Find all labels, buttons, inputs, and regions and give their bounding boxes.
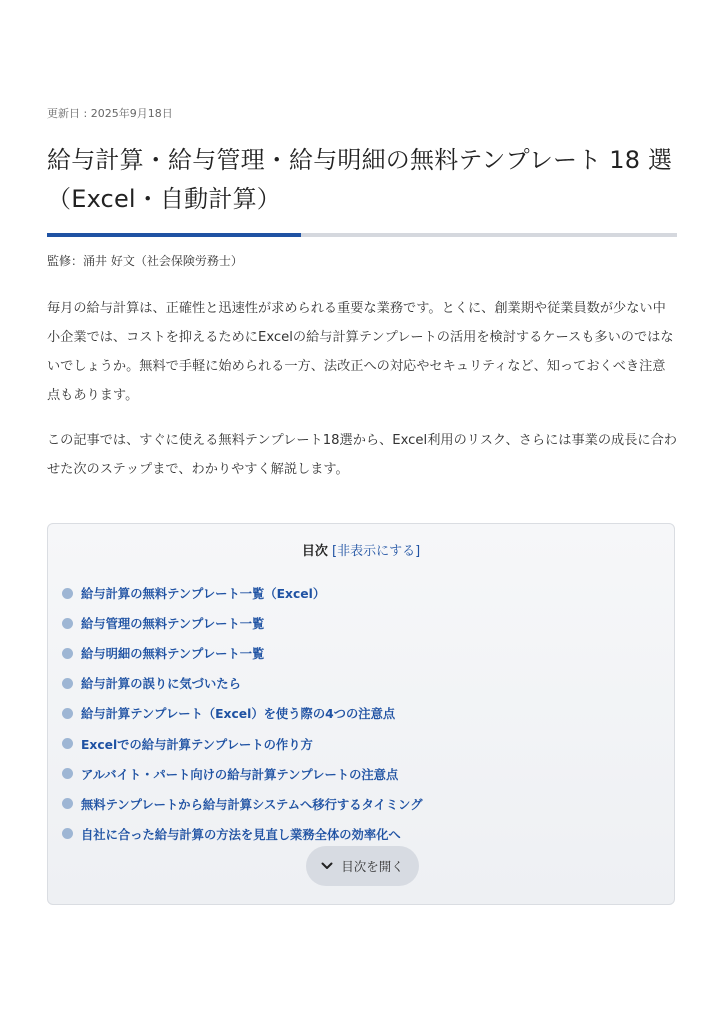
toc-link[interactable]: 自社に合った給与計算の方法を見直し業務全体の効率化へ xyxy=(81,827,401,842)
toc-open-label: 目次を開く xyxy=(341,859,404,874)
toc-item xyxy=(62,819,423,849)
toc-link[interactable]: アルバイト・パート向けの給与計算テンプレートの注意点 xyxy=(81,767,399,782)
toc-open-button[interactable] xyxy=(306,846,419,886)
toc-link[interactable]: 給与管理の無料テンプレート一覧 xyxy=(81,617,265,632)
toc-title: 目次 xyxy=(301,544,328,559)
intro xyxy=(47,294,677,484)
bullet-icon xyxy=(62,798,73,809)
title-underline-accent xyxy=(47,233,301,237)
bullet-icon xyxy=(62,828,73,839)
toc-link[interactable]: 給与計算テンプレート（Excel）を使う際の4つの注意点 xyxy=(81,707,396,722)
toc-link[interactable]: 給与計算の誤りに気づいたら xyxy=(81,677,241,692)
toc-item xyxy=(62,578,423,608)
toc-item xyxy=(62,608,423,638)
toc-item xyxy=(62,668,423,698)
toc-item xyxy=(62,728,423,758)
toc-item xyxy=(62,759,423,789)
toc-item xyxy=(62,638,423,668)
toc-link[interactable]: 無料テンプレートから給与計算システムへ移行するタイミング xyxy=(81,797,423,812)
toc-item xyxy=(62,698,423,728)
chevron-down-icon xyxy=(321,862,333,870)
bullet-icon xyxy=(62,678,73,689)
title-underline xyxy=(47,233,677,237)
intro-paragraph: この記事では、すぐに使える無料テンプレート18選から、Excel利用のリスク、さらには事業の成長に合わせた次のステップまで、わかりやすく解説します。 xyxy=(47,433,677,477)
page-title: 給与計算・給与管理・給与明細の無料テンプレート 18 選（Excel・自動計算） xyxy=(47,146,673,213)
toc-header xyxy=(48,544,674,560)
toc-hide-toggle[interactable]: [非表示にする] xyxy=(332,544,421,559)
table-of-contents xyxy=(47,523,675,905)
updated-date: 更新日 : 2025年9月18日 xyxy=(47,107,173,120)
toc-link[interactable]: 給与計算の無料テンプレート一覧（Excel） xyxy=(81,587,326,602)
intro-paragraph: 毎月の給与計算は、正確性と迅速性が求められる重要な業務です。とくに、創業期や従業員数が少ない中小企業では、コストを抑えるためにExcelの給与計算テンプレートの活用を検討するケースも多いのではないでしょうか。無料で手軽に始められる一方、法改正への対応やセキュリティなど、知っておくべき注意点もあります。 xyxy=(47,301,674,403)
bullet-icon xyxy=(62,708,73,719)
bullet-icon xyxy=(62,768,73,779)
supervisor-credit: 監修：涌井 好文（社会保険労務士） xyxy=(47,254,243,268)
bullet-icon xyxy=(62,618,73,629)
toc-list xyxy=(62,578,423,849)
bullet-icon xyxy=(62,588,73,599)
article xyxy=(0,0,724,484)
bullet-icon xyxy=(62,648,73,659)
bullet-icon xyxy=(62,738,73,749)
toc-item xyxy=(62,789,423,819)
toc-link[interactable]: 給与明細の無料テンプレート一覧 xyxy=(81,647,265,662)
toc-link[interactable]: Excelでの給与計算テンプレートの作り方 xyxy=(81,737,313,752)
